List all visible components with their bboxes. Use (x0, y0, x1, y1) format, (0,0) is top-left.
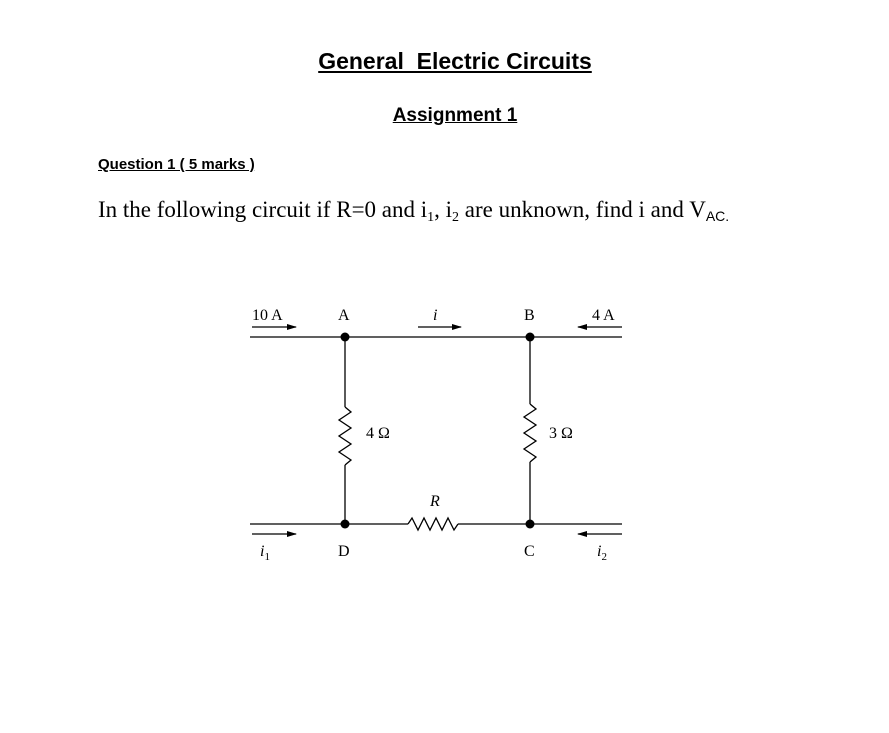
label-node-d: D (338, 543, 350, 560)
label-current-i1-main: i (260, 543, 265, 560)
label-current-i1 (260, 543, 270, 563)
resistor-4-ohm (339, 407, 351, 465)
label-current-i1-sub: 1 (264, 551, 270, 563)
label-current-i2 (597, 543, 607, 563)
question-text-part: In the following circuit if R=0 and i (98, 197, 428, 222)
subscript-1: 1 (427, 210, 435, 225)
label-4a: 4 A (592, 307, 615, 324)
node-c-dot (526, 520, 535, 529)
label-current-i: i (433, 307, 438, 324)
question-heading: Question 1 ( 5 marks ) (98, 156, 255, 173)
label-r: R (430, 493, 440, 510)
node-b-dot (526, 333, 535, 342)
label-current-i2-sub: 2 (601, 551, 607, 563)
question-text-part: , i (434, 197, 453, 222)
label-3-ohm: 3 Ω (549, 425, 573, 442)
subscript-ac: AC. (705, 208, 730, 224)
label-10a: 10 A (252, 307, 283, 324)
node-d-dot (341, 520, 350, 529)
label-node-a: A (338, 307, 350, 324)
label-node-b: B (524, 307, 535, 324)
resistor-r (408, 518, 458, 530)
label-4-ohm: 4 Ω (366, 425, 390, 442)
label-node-c: C (524, 543, 535, 560)
document-title: General Electric Circuits (318, 48, 592, 74)
assignment-title: Assignment 1 (392, 105, 518, 126)
node-a-dot (341, 333, 350, 342)
subscript-2: 2 (452, 210, 460, 225)
resistor-3-ohm (524, 404, 536, 462)
question-text-part: are unknown, find i and V (459, 197, 706, 222)
label-current-i2-main: i (597, 543, 602, 560)
